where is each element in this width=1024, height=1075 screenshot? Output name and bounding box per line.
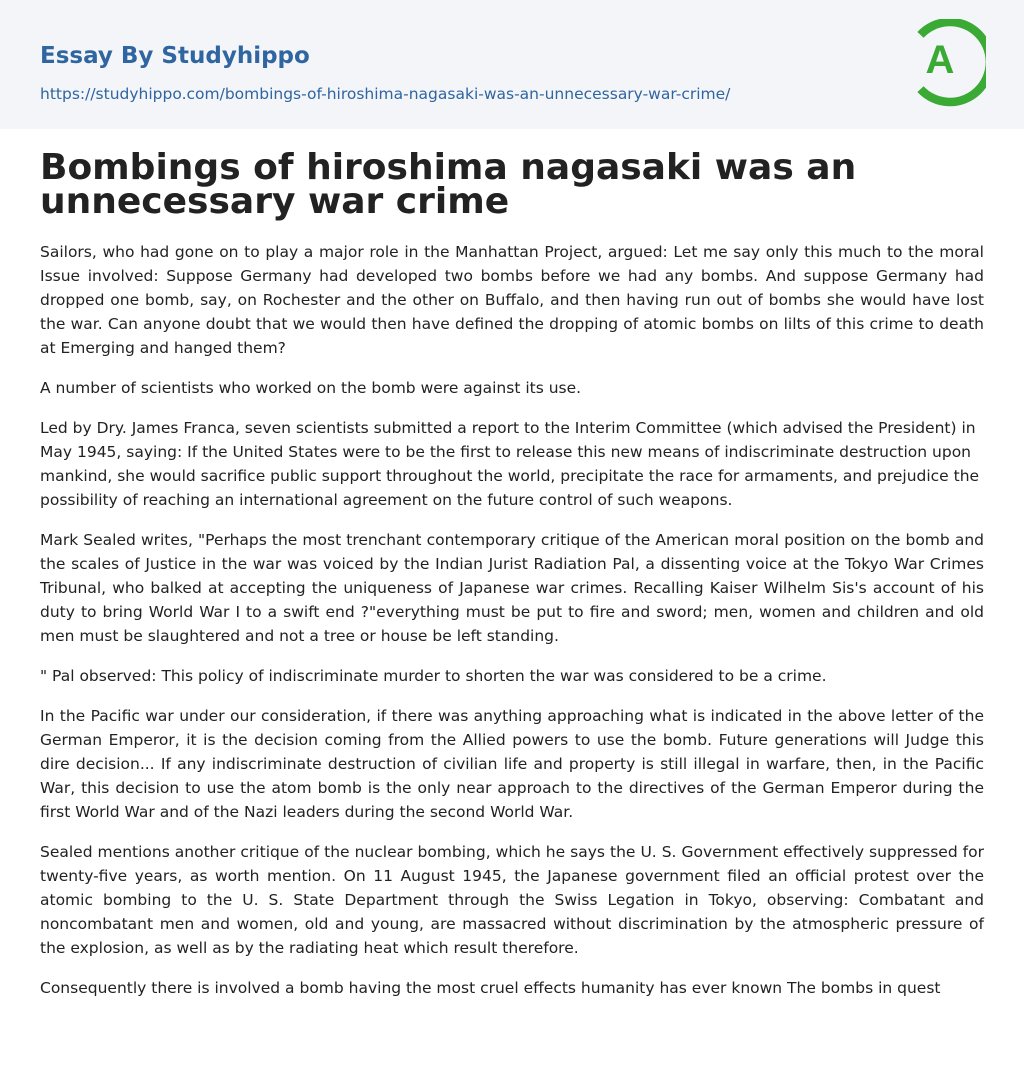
- site-header: [0, 0, 1024, 129]
- studyhippo-logo-icon[interactable]: [912, 19, 986, 107]
- site-brand[interactable]: Essay By Studyhippo: [40, 43, 310, 69]
- article-paragraph: " Pal observed: This policy of indiscriminate murder to shorten the war was considered to be a crime.: [40, 667, 827, 685]
- article-paragraph: A number of scientists who worked on the bomb were against its use.: [40, 379, 582, 397]
- article-title: Bombings of hiroshima nagasaki was an unnecessary war crime: [40, 147, 857, 222]
- source-url-link[interactable]: https://studyhippo.com/bombings-of-hiroshima-nagasaki-was-an-unnecessary-war-crime/: [40, 85, 731, 103]
- article: [0, 129, 1024, 1000]
- article-paragraph: Sealed mentions another critique of the nuclear bombing, which he says the U. S. Government effectively suppressed for twenty-five years, as worth mention. On 11 August 1945, the Japanese government filed an official protest over the atomic bombing to the U. S. State Department through the Swiss Legation in Tokyo, observing: Combatant and noncombatant men and women, old and young, are massacred without discrimination by the atmospheric pressure of the explosion, as well as by the radiating heat which result therefore.: [40, 843, 984, 957]
- article-paragraph: In the Pacific war under our consideration, if there was anything approaching what is indicated in the above letter of the German Emperor, it is the decision coming from the Allied powers to use the bomb. Future generations will Judge this dire decision... If any indiscriminate destruction of civilian life and property is still illegal in warfare, then, in the Pacific War, this decision to use the atom bomb is the only near approach to the directives of the German Emperor during the first World War and of the Nazi leaders during the second World War.: [40, 707, 984, 821]
- article-paragraph: Mark Sealed writes, "Perhaps the most trenchant contemporary critique of the American moral position on the bomb and the scales of Justice in the war was voiced by the Indian Jurist Radiation Pal, a dissenting voice at the Tokyo War Crimes Tribunal, who balked at accepting the uniqueness of Japanese war crimes. Recalling Kaiser Wilhelm Sis's account of his duty to bring World War I to a swift end ?"everything must be put to fire and sword; men, women and children and old men must be slaughtered and not a tree or house be left standing.: [40, 531, 984, 645]
- article-paragraph: Sailors, who had gone on to play a major role in the Manhattan Project, argued: Let me say only this much to the moral Issue involved: Suppose Germany had developed two bombs before we had any bombs. And suppose Germany had dropped one bomb, say, on Rochester and the other on Buffalo, and then having run out of bombs she would have lost the war. Can anyone doubt that we would then have defined the dropping of atomic bombs on lilts of this crime to death at Emerging and hanged them?: [40, 243, 984, 357]
- article-paragraph: Consequently there is involved a bomb having the most cruel effects humanity has ever known The bombs in quest: [40, 979, 941, 997]
- logo-letter: A: [925, 38, 955, 82]
- article-paragraph: Led by Dry. James Franca, seven scientists submitted a report to the Interim Committee (which advised the President) in May 1945, saying: If the United States were to be the first to release this new means of indiscriminate destruction upon mankind, she would sacrifice public support throughout the world, precipitate the race for armaments, and prejudice the possibility of reaching an international agreement on the future control of such weapons.: [40, 419, 980, 509]
